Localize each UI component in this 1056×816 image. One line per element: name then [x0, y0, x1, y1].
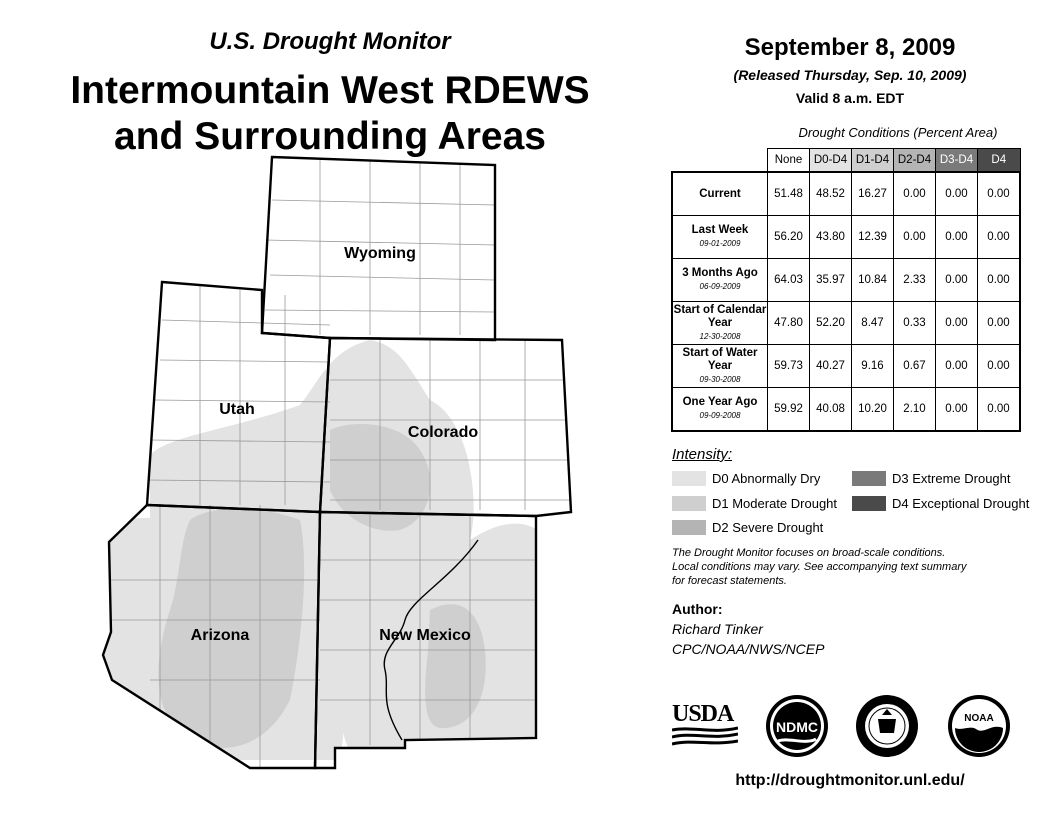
table-cell: 0.00 [936, 216, 978, 259]
table-cell: 0.67 [894, 345, 936, 388]
website-url[interactable]: http://droughtmonitor.unl.edu/ [735, 772, 965, 789]
table-row [672, 302, 1020, 345]
legend-label-d1: D1 Moderate Drought [712, 496, 838, 511]
author-name: Richard Tinker [672, 621, 763, 637]
table-cell: 0.00 [936, 172, 978, 216]
ndmc-logo [764, 693, 830, 759]
usda-logo [672, 702, 738, 752]
row-label [672, 388, 768, 432]
row-label-text: Start of Water Year [682, 346, 758, 372]
table-cell: 52.20 [810, 302, 852, 345]
legend-swatch-d3 [852, 471, 886, 486]
state-label-arizona: Arizona [190, 627, 250, 644]
table-row [672, 345, 1020, 388]
table-cell: 2.10 [894, 388, 936, 432]
note-line-2: Local conditions may vary. See accompanying text summary [672, 561, 967, 573]
ndmc-logo-text: NDMC [776, 719, 818, 735]
table-row [672, 388, 1020, 432]
brand-title: U.S. Drought Monitor [209, 28, 451, 55]
table-cell: 0.00 [894, 172, 936, 216]
table-cell: 56.20 [768, 216, 810, 259]
row-date: 09-01-2009 [699, 239, 741, 248]
legend-label-d4: D4 Exceptional Drought [892, 496, 1030, 511]
author-label: Author: [672, 601, 723, 617]
table-cell: 40.27 [810, 345, 852, 388]
table-cell: 59.92 [768, 388, 810, 432]
note-line-3: for forecast statements. [672, 575, 787, 587]
table-cell: 48.52 [810, 172, 852, 216]
table-cell: 0.00 [936, 259, 978, 302]
legend-item-d2 [672, 520, 823, 535]
noaa-logo-text: NOAA [964, 713, 994, 724]
table-cell: 40.08 [810, 388, 852, 432]
legend-swatch-d4 [852, 496, 886, 511]
legend-item-d4 [852, 496, 1029, 511]
row-label [672, 216, 768, 259]
state-label-wyoming: Wyoming [344, 245, 416, 262]
table-cell: 8.47 [852, 302, 894, 345]
map-title-line2: and Surrounding Areas [114, 115, 546, 158]
table-cell: 0.00 [978, 259, 1021, 302]
drought-map [0, 150, 660, 780]
state-label-new-mexico: New Mexico [379, 627, 471, 644]
row-label-text: Last Week [691, 224, 749, 236]
table-cell: 0.00 [978, 172, 1021, 216]
row-label [672, 259, 768, 302]
legend-swatch-d0 [672, 471, 706, 486]
table-cell: 12.39 [852, 216, 894, 259]
row-date: 06-09-2009 [699, 282, 741, 291]
table-corner [672, 149, 768, 173]
row-date: 09-09-2008 [699, 411, 741, 420]
table-cell: 0.33 [894, 302, 936, 345]
state-label-colorado: Colorado [407, 424, 479, 441]
noaa-logo [946, 693, 1012, 759]
column-header-none: None [768, 149, 810, 173]
legend-swatch-d1 [672, 496, 706, 511]
disclaimer-note [672, 546, 1032, 588]
table-cell: 0.00 [978, 216, 1021, 259]
table-cell: 0.00 [936, 388, 978, 432]
table-caption: Drought Conditions (Percent Area) [798, 125, 998, 140]
note-line-1: The Drought Monitor focuses on broad-scale conditions. [672, 547, 946, 559]
row-label [672, 345, 768, 388]
row-label-text: 3 Months Ago [682, 267, 758, 279]
author-org: CPC/NOAA/NWS/NCEP [672, 641, 825, 657]
table-cell: 2.33 [894, 259, 936, 302]
legend-item-d0 [672, 471, 820, 486]
drought-shading [100, 340, 560, 760]
map-title-line1: Intermountain West RDEWS [70, 69, 590, 112]
table-cell: 0.00 [936, 345, 978, 388]
legend-label-d2: D2 Severe Drought [712, 520, 824, 535]
usda-logo-text: USDA [672, 701, 734, 727]
legend-item-d3 [852, 471, 1011, 486]
legend-title: Intensity: [672, 446, 733, 463]
legend-item-d1 [672, 496, 837, 511]
row-date: 09-30-2008 [699, 374, 741, 384]
legend-swatch-d2 [672, 520, 706, 535]
column-header-d1-d4: D1-D4 [852, 149, 894, 173]
column-header-d4: D4 [978, 149, 1021, 173]
column-header-d2-d4: D2-D4 [894, 149, 936, 173]
state-label-utah: Utah [219, 401, 255, 418]
map-date: September 8, 2009 [744, 34, 956, 61]
legend-label-d3: D3 Extreme Drought [892, 471, 1011, 486]
table-cell: 64.03 [768, 259, 810, 302]
table-cell: 0.00 [978, 345, 1021, 388]
table-row [672, 172, 1020, 216]
table-cell: 47.80 [768, 302, 810, 345]
table-cell: 10.20 [852, 388, 894, 432]
table-cell: 51.48 [768, 172, 810, 216]
row-label-text: One Year Ago [682, 396, 758, 408]
legend-label-d0: D0 Abnormally Dry [712, 471, 821, 486]
row-label-text: Current [699, 187, 741, 200]
table-row [672, 216, 1020, 259]
column-header-d3-d4: D3-D4 [936, 149, 978, 173]
column-header-d0-d4: D0-D4 [810, 149, 852, 173]
table-cell: 35.97 [810, 259, 852, 302]
table-cell: 0.00 [936, 302, 978, 345]
table-cell: 0.00 [894, 216, 936, 259]
row-label [672, 172, 768, 216]
drought-conditions-table [671, 148, 1021, 432]
table-row [672, 259, 1020, 302]
commerce-seal-logo [854, 693, 920, 759]
usda-hills-icon [672, 726, 738, 746]
table-cell: 59.73 [768, 345, 810, 388]
row-label [672, 302, 768, 345]
table-cell: 10.84 [852, 259, 894, 302]
table-body [672, 172, 1020, 431]
released-date: (Released Thursday, Sep. 10, 2009) [733, 67, 967, 83]
table-cell: 43.80 [810, 216, 852, 259]
table-cell: 0.00 [978, 388, 1021, 432]
row-label-text: Start of Calendar Year [673, 303, 767, 329]
row-date: 12-30-2008 [699, 331, 741, 341]
valid-time: Valid 8 a.m. EDT [795, 90, 905, 106]
table-cell: 16.27 [852, 172, 894, 216]
table-cell: 9.16 [852, 345, 894, 388]
table-cell: 0.00 [978, 302, 1021, 345]
